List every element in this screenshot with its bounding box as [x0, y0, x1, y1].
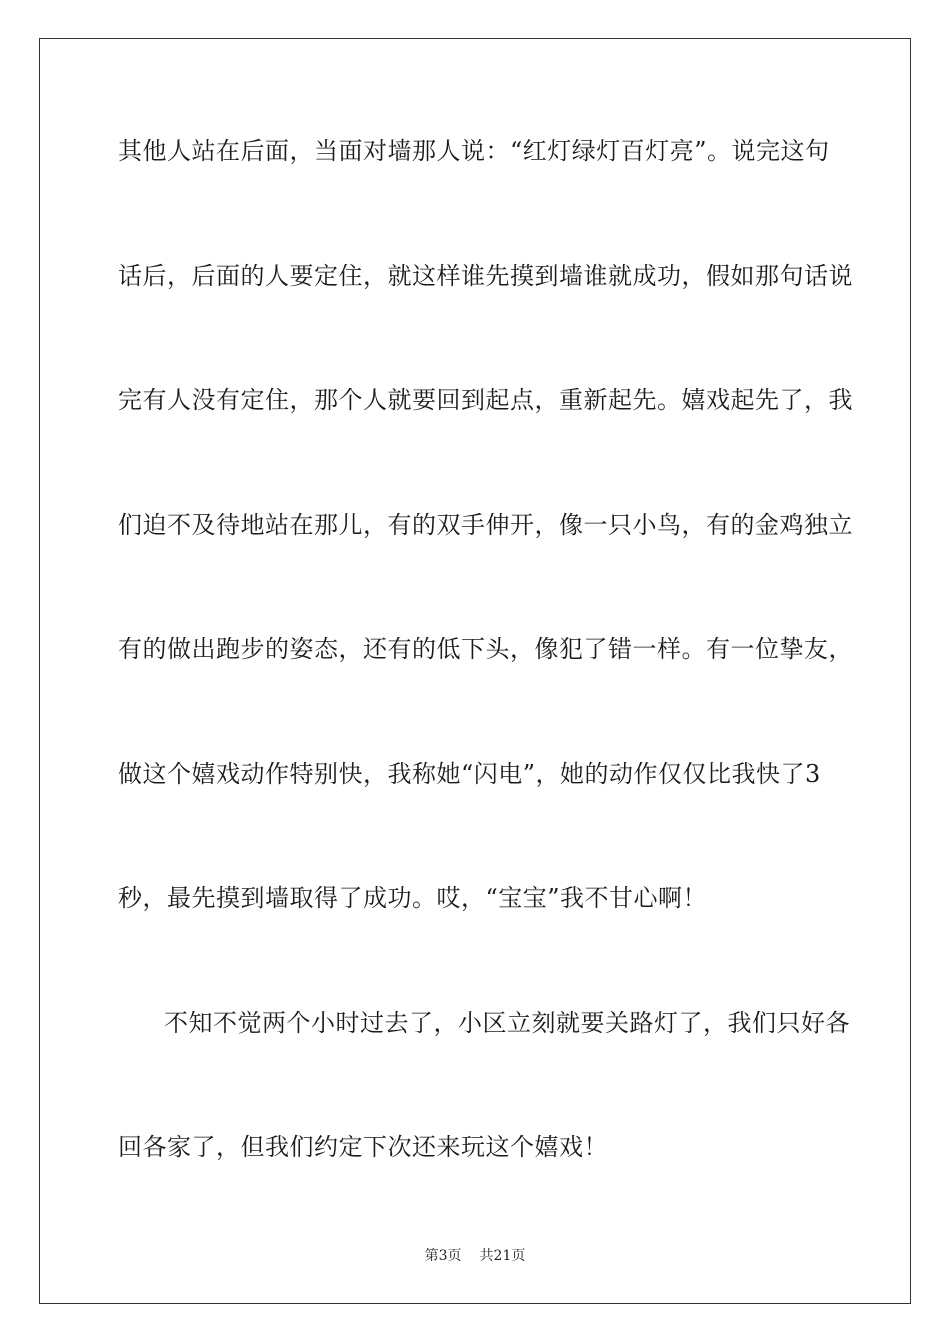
- text-line: 其他人站在后面，当面对墙那人说：“红灯绿灯百灯亮”。说完这句: [118, 137, 830, 165]
- text-line: 有的做出跑步的姿态，还有的低下头，像犯了错一样。有一位挚友，: [118, 635, 853, 663]
- page-number: 第3页: [424, 1248, 462, 1264]
- page-footer: [0, 1247, 950, 1265]
- paragraph-first-line: 不知不觉两个小时过去了，小区立刻就要关路灯了，我们只好各: [164, 1009, 850, 1037]
- text-line: 们迫不及待地站在那儿，有的双手伸开，像一只小鸟，有的金鸡独立: [118, 511, 853, 539]
- text-line: 秒，最先摸到墙取得了成功。哎，“宝宝”我不甘心啊！: [118, 884, 708, 912]
- text-line: 完有人没有定住，那个人就要回到起点，重新起先。嬉戏起先了，我: [118, 386, 853, 414]
- text-line: 话后，后面的人要定住，就这样谁先摸到墙谁就成功，假如那句话说: [118, 262, 853, 290]
- page-total: 共21页: [479, 1248, 526, 1264]
- text-line: 做这个嬉戏动作特别快，我称她“闪电”，她的动作仅仅比我快了3: [118, 760, 821, 788]
- page-border: [39, 38, 911, 1304]
- text-line: 回各家了，但我们约定下次还来玩这个嬉戏！: [118, 1133, 608, 1161]
